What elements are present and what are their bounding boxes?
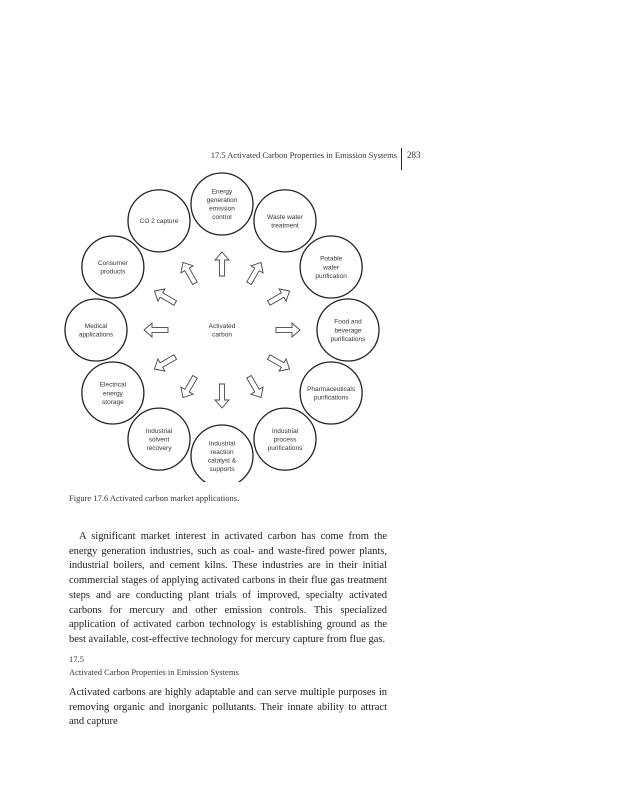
application-label: Electrical energy storage xyxy=(99,381,127,406)
page-number: 283 xyxy=(407,150,421,160)
application-label: Pharmaceuticals purifications xyxy=(307,386,356,402)
outward-arrow xyxy=(177,373,201,401)
running-head xyxy=(0,150,618,170)
outward-arrow xyxy=(276,323,300,337)
application-label: Industrial solvent recovery xyxy=(145,427,173,453)
center-label: Activated carbon xyxy=(208,323,236,339)
outward-arrow xyxy=(243,373,267,401)
application-label: Industrial process purifications xyxy=(267,427,303,453)
outward-arrow xyxy=(151,351,179,375)
application-node xyxy=(191,173,253,235)
outward-arrow xyxy=(215,384,229,408)
application-node xyxy=(300,362,362,424)
figure-caption: Figure 17.6 Activated carbon market applications. xyxy=(69,493,240,503)
outward-arrow xyxy=(243,259,267,287)
body-paragraph: Activated carbons are highly adaptable and can serve multiple purposes in removing organic and inorganic pollutants. Their innate ability to attract and capture xyxy=(69,687,387,728)
running-head-title: 17.5 Activated Carbon Properties in Emission Systems xyxy=(210,150,397,160)
body-paragraph: A significant market interest in activated carbon has come from the energy generation industries, such as coal- and waste-fired power plants, industrial boilers, and cement kilns. These industries are in their initial commercial stages of applying activated carbons in their flue gas treatment steps and are conducting plant trials of improved, specialty activated carbons for mercury and other emission controls. This specialized application of activated carbon technology is establishing ground as the best available, cost-effective technology for mercury capture from flue gas. xyxy=(69,531,387,645)
application-label: Industrial reaction catalyst & supports xyxy=(207,440,237,474)
application-label: Consumer products xyxy=(97,260,128,276)
section-number: 17.5 xyxy=(69,654,84,664)
application-label: Waste water treatment xyxy=(267,213,303,230)
application-label: Medical applications xyxy=(78,323,114,339)
outward-arrow xyxy=(265,285,293,309)
running-head-divider xyxy=(401,148,402,170)
application-label: Potable water purification xyxy=(315,255,347,280)
outward-arrow xyxy=(151,285,179,309)
application-label: Food and beverage purifications xyxy=(330,318,366,343)
application-label: Energy generation emission control xyxy=(206,188,238,222)
outward-arrow xyxy=(144,323,168,337)
activated-carbon-diagram xyxy=(60,172,390,482)
section-title: Activated Carbon Properties in Emission Systems xyxy=(69,667,239,677)
outward-arrow xyxy=(265,351,293,375)
outward-arrow xyxy=(215,252,229,276)
outward-arrow xyxy=(177,259,201,287)
application-node xyxy=(82,236,144,298)
application-label: CO 2 capture xyxy=(139,218,179,226)
application-node xyxy=(65,299,127,361)
